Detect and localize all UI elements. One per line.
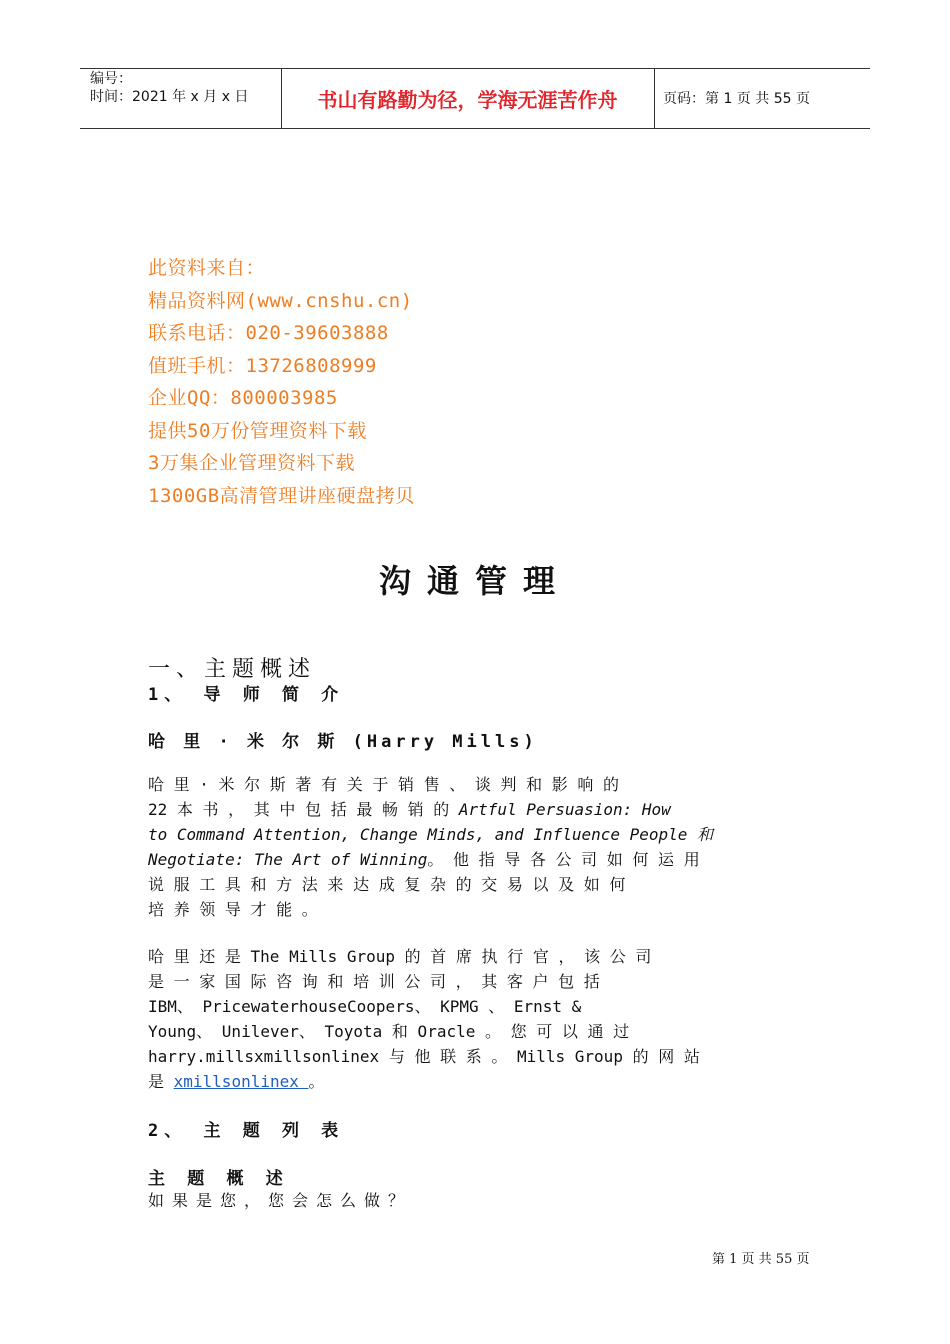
paragraph-line: 是 一 家 国 际 咨 询 和 培 训 公 司 ， 其 客 户 包 括 [148, 972, 600, 991]
line-text: 是 [148, 1072, 174, 1091]
book-title: Negotiate: The Art of Winning [148, 850, 428, 869]
ad-line: 值班手机：13726808999 [148, 354, 377, 377]
paragraph-line [148, 797, 788, 822]
paragraph-line [148, 1069, 788, 1094]
ad-line: 精品资料网(www.cnshu.cn) [148, 289, 413, 312]
ad-line: 3万集企业管理资料下载 [148, 452, 355, 474]
instructor-bio-paragraph [148, 772, 788, 922]
instructor-name: 哈 里 · 米 尔 斯 (Harry Mills) [148, 732, 538, 752]
ad-line: 此资料来自： [148, 257, 266, 279]
paragraph-line: IBM、 PricewaterhouseCoopers、 KPMG 、 Ernst & [148, 997, 582, 1016]
paragraph-line: 哈 里 · 米 尔 斯 著 有 关 于 销 售 、 谈 判 和 影 响 的 [148, 775, 620, 794]
ad-line: 企业QQ：800003985 [148, 387, 338, 409]
header-date-label: 时间：2021 年 x 月 x 日 [90, 89, 249, 105]
paragraph-line: Young、 Unilever、 Toyota 和 Oracle 。 您 可 以 通 过 [148, 1022, 630, 1041]
ad-line: 1300GB高清管理讲座硬盘拷贝 [148, 484, 415, 507]
book-title: to Command Attention, Change Minds, and Influence People [148, 825, 688, 844]
header-motto: 书山有路勤为径，学海无涯苦作舟 [317, 88, 618, 112]
section-heading: 一、主题概述 [148, 657, 317, 682]
paragraph-line: 哈 里 还 是 The Mills Group 的 首 席 执 行 官 ， 该 公 司 [148, 947, 652, 966]
line-text: 。 [308, 1072, 325, 1091]
header-top-rule [80, 68, 870, 69]
ad-line: 联系电话：020-39603888 [148, 322, 389, 344]
website-link[interactable]: xmillsonlinex [173, 1072, 309, 1091]
paragraph-line: 说 服 工 具 和 方 法 来 达 成 复 杂 的 交 易 以 及 如 何 [148, 875, 626, 894]
subheading-topics: 2、 主 题 列 表 [148, 1121, 345, 1141]
ad-line: 提供50万份管理资料下载 [148, 419, 367, 442]
paragraph-line [148, 847, 788, 872]
source-ad-block [148, 252, 415, 512]
header-page-label: 页码：第 1 页 共 55 页 [663, 91, 810, 107]
paragraph-line [148, 822, 788, 847]
subheading-instructor: 1、 导 师 简 介 [148, 685, 345, 705]
paragraph-line: harry.millsxmillsonlinex 与 他 联 系 。 Mills Group 的 网 站 [148, 1047, 700, 1066]
header-bottom-rule [80, 128, 870, 129]
line-text: 和 [687, 825, 714, 844]
company-paragraph [148, 944, 788, 1094]
question-text: 如果是您，您会怎么做？ [148, 1191, 413, 1210]
line-text: 。 他 指 导 各 公 司 如 何 运 用 [427, 850, 700, 869]
document-title: 沟通管理 [378, 562, 571, 600]
paragraph-line: 培 养 领 导 才 能 。 [148, 900, 318, 919]
footer-page-label: 第 1 页 共 55 页 [712, 1252, 810, 1267]
line-text: 22 本 书 ， 其 中 包 括 最 畅 销 的 [148, 800, 459, 819]
header-divider [654, 68, 655, 128]
header-meta [90, 70, 248, 106]
book-title: Artful Persuasion: How [458, 800, 671, 819]
subheading-overview: 主 题 概 述 [148, 1169, 289, 1189]
header-number-label: 编号： [90, 71, 132, 87]
